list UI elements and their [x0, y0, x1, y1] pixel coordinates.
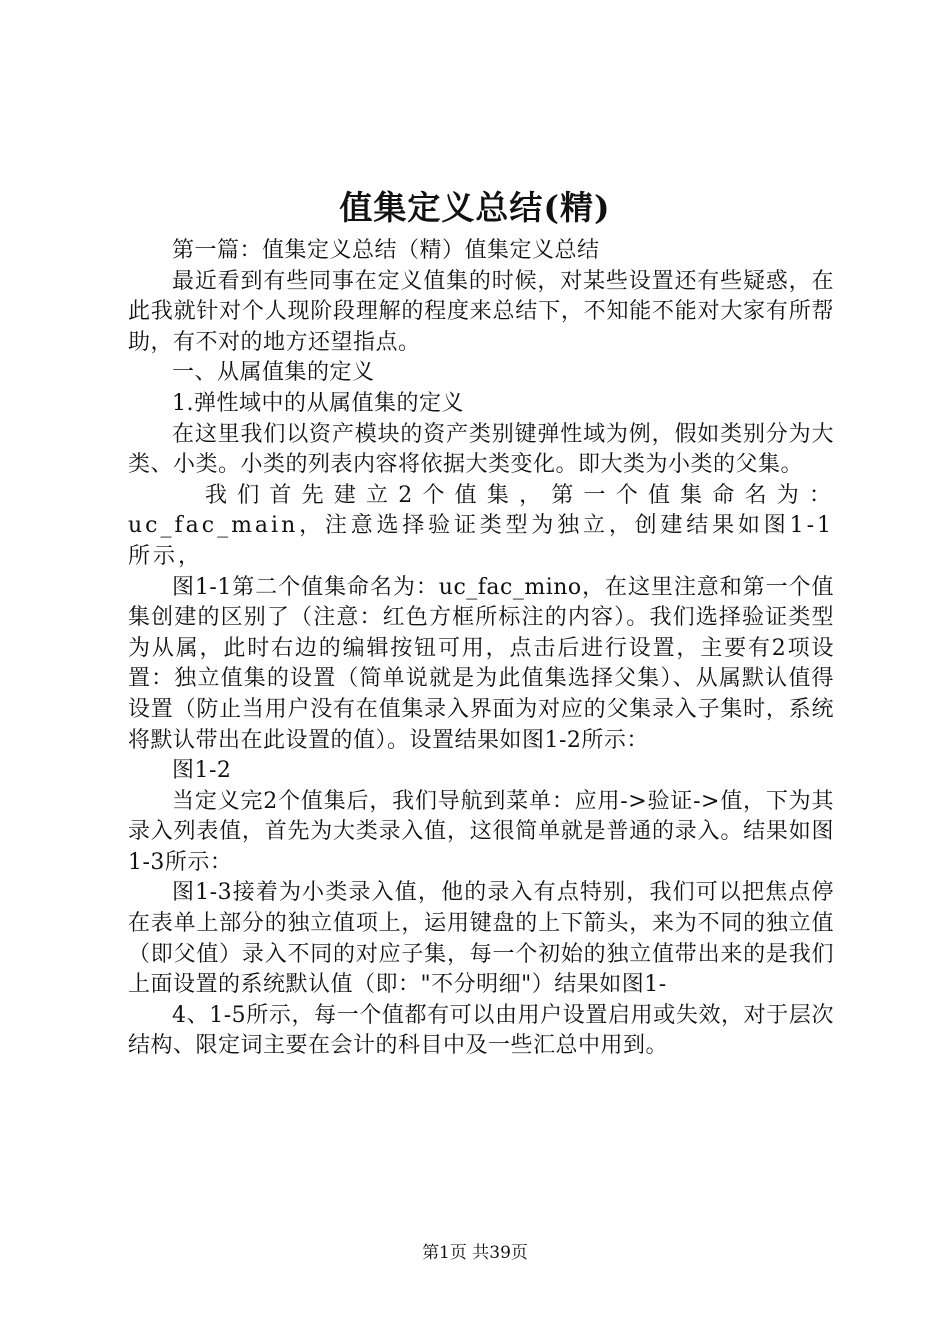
subsection-heading: 1.弹性域中的从属值集的定义 [172, 390, 464, 416]
figure-caption-1-2: 图1-2 [172, 758, 232, 784]
paragraph-example: 在这里我们以资产模块的资产类别键弹性域为例，假如类别分为大类、小类。小类的列表内容将依据大类变化。即大类为小类的父集。 [128, 421, 834, 478]
paragraph-menu-navigation: 当定义完2个值集后，我们导航到菜单：应用->验证->值，下为其录入列表值，首先为大类录入值，这很简单就是普通的录入。结果如图1-3所示： [128, 788, 834, 875]
paragraph-figure-1-1: 图1-1第二个值集命名为：uc_fac_mino，在这里注意和第一个值集创建的区别了（注意：红色方框所标注的内容）。我们选择验证类型为从属，此时右边的编辑按钮可用，点击后进行设置，主要有2项设置：独立值集的设置（简单说就是为此值集选择父集）、从属默认值得设置（防止当用户没有在值集录入界面为对应的父集录入子集时，系统将默认带出在此设置的值）。设置结果如图1-2所示： [128, 574, 834, 753]
paragraph-heading: 第一篇：值集定义总结（精）值集定义总结 [172, 238, 600, 263]
paragraph-create-valueset: 我们首先建立2个值集，第一个值集命名为：uc_fac_main，注意选择验证类型为独立，创建结果如图1-1所示， [128, 482, 834, 569]
paragraph-intro: 最近看到有些同事在定义值集的时候，对某些设置还有些疑惑，在此我就针对个人现阶段理解的程度来总结下，不知能不能对大家有所帮助，有不对的地方还望指点。 [128, 268, 834, 355]
section-heading: 一、从属值集的定义 [172, 360, 375, 386]
paragraph-figure-1-3: 图1-3接着为小类录入值，他的录入有点特别，我们可以把焦点停在表单上部分的独立值项上，运用键盘的上下箭头，来为不同的独立值（即父值）录入不同的对应子集，每一个初始的独立值带出来的是我们上面设置的系统默认值（即："不分明细"）结果如图1- [128, 880, 834, 998]
document-title: 值集定义总结(精) [339, 188, 611, 227]
paragraph-closing: 4、1-5所示，每一个值都有可以由用户设置启用或失效，对于层次结构、限定词主要在会计的科目中及一些汇总中用到。 [128, 1002, 834, 1059]
page-footer: 第1页 共39页 [422, 1243, 528, 1263]
document-body [128, 236, 834, 1062]
